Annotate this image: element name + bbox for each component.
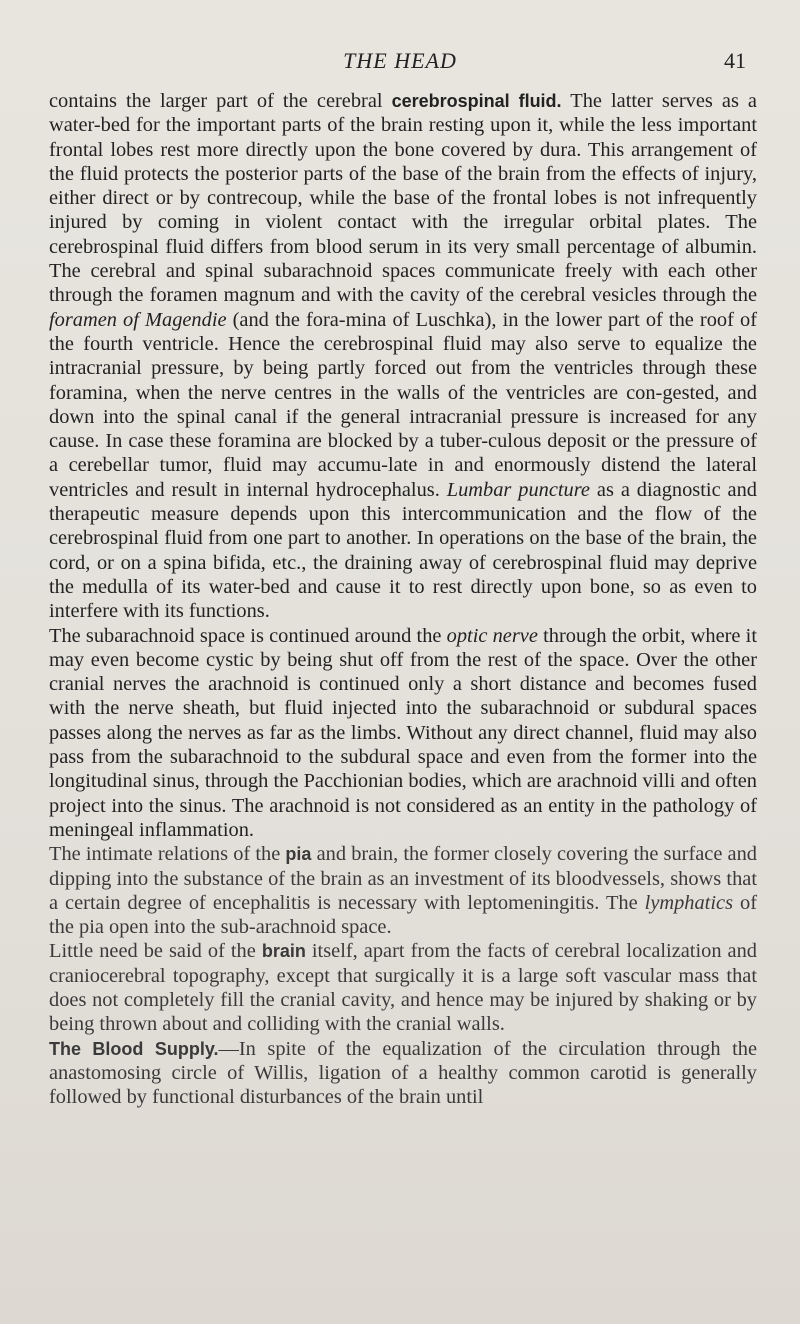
running-head [0, 48, 800, 80]
term-lymphatics: lymphatics [644, 891, 733, 914]
body-text [49, 89, 757, 1109]
paragraph-blood-supply: The Blood Supply.—In spite of the equalization of the circulation through the anastomosing circle of Willis, ligation of a healthy common carotid is generally followed by functional disturbances of the brain until [49, 1037, 758, 1109]
term-pia: pia [285, 844, 312, 865]
section-heading-blood-supply: The Blood Supply. [49, 1038, 219, 1059]
term-foramen-of-magendie: foramen of Magendie [49, 308, 227, 331]
page-number: 41 [724, 48, 746, 73]
paragraph-cerebrospinal-fluid: contains the larger part of the cerebral cerebrospinal fluid. The latter serves as a water-bed for the important parts of the brain resting upon it, while the less important frontal lobes rest more directly upon the bone covered by dura. This arrangement of the fluid protects the posterior parts of the base of the brain from the effects of injury, either direct or by contrecoup, while the base of the frontal lobes is not infrequently injured by coming in violent contact with the irregular orbital plates. The cerebrospinal fluid differs from blood serum in its very small percentage of albumin. The cerebral and spinal subarachnoid spaces communicate freely with each other through the foramen magnum and with the cavity of the cerebral vesicles through the foramen of Magendie (and the fora-mina of Luschka), in the lower part of the roof of the fourth ventricle. Hence the cerebrospinal fluid may also serve to equalize the intracranial pressure, by being partly forced out from the ventricles through these foramina, when the nerve centres in the walls of the ventricles are con-gested, and down into the spinal canal if the general intracranial pressure is increased for any cause. In case these foramina are blocked by a tuber-culous deposit or the pressure of a cerebellar tumor, fluid may accumu-late in and enormously distend the lateral ventricles and result in internal hydrocephalus. Lumbar puncture as a diagnostic and therapeutic measure depends upon this intercommunication and the flow of the cerebrospinal fluid from one part to another. In operations on the base of the brain, the cord, or on a spina bifida, etc., the draining away of cerebrospinal fluid may deprive the medulla of its water-bed and cause it to rest directly upon bone, so as even to interfere with its functions. [49, 90, 757, 623]
term-lumbar-puncture: Lumbar puncture [446, 478, 590, 501]
paragraph-subarachnoid-space: The subarachnoid space is continued around the optic nerve through the orbit, where it may even become cystic by being shut off from the rest of the space. Over the other cranial nerves the arachnoid is continued only a short distance and becomes fused with the nerve sheath, but fluid injected into the subarachnoid or subdural spaces passes along the nerves as far as the limbs. Without any direct channel, fluid may also pass from the subarachnoid to the subdural space and even from the former into the longitudinal sinus, through the Pacchionian bodies, which are arachnoid villi and often project into the sinus. The arachnoid is not considered as an entity in the pathology of meningeal inflammation. [49, 624, 757, 841]
paragraph-brain: Little need be said of the brain itself, apart from the facts of cerebral localization and craniocerebral topography, except that surgically it is a large soft vascular mass that does not completely fill the cranial cavity, and hence may be injured by shaking or by being thrown about and colliding with the cranial walls. [49, 940, 757, 1036]
running-title: THE HEAD [343, 48, 457, 73]
paragraph-pia: The intimate relations of the pia and brain, the former closely covering the surface and dipping into the substance of the brain as an investment of its bloodvessels, shows that a certain degree of encephalitis is necessary with leptomeningitis. The lymphatics of the pia open into the sub-arachnoid space. [49, 843, 757, 939]
term-optic-nerve: optic nerve [446, 624, 538, 647]
term-cerebrospinal-fluid: cerebrospinal fluid. [391, 91, 562, 111]
term-brain: brain [261, 941, 306, 962]
